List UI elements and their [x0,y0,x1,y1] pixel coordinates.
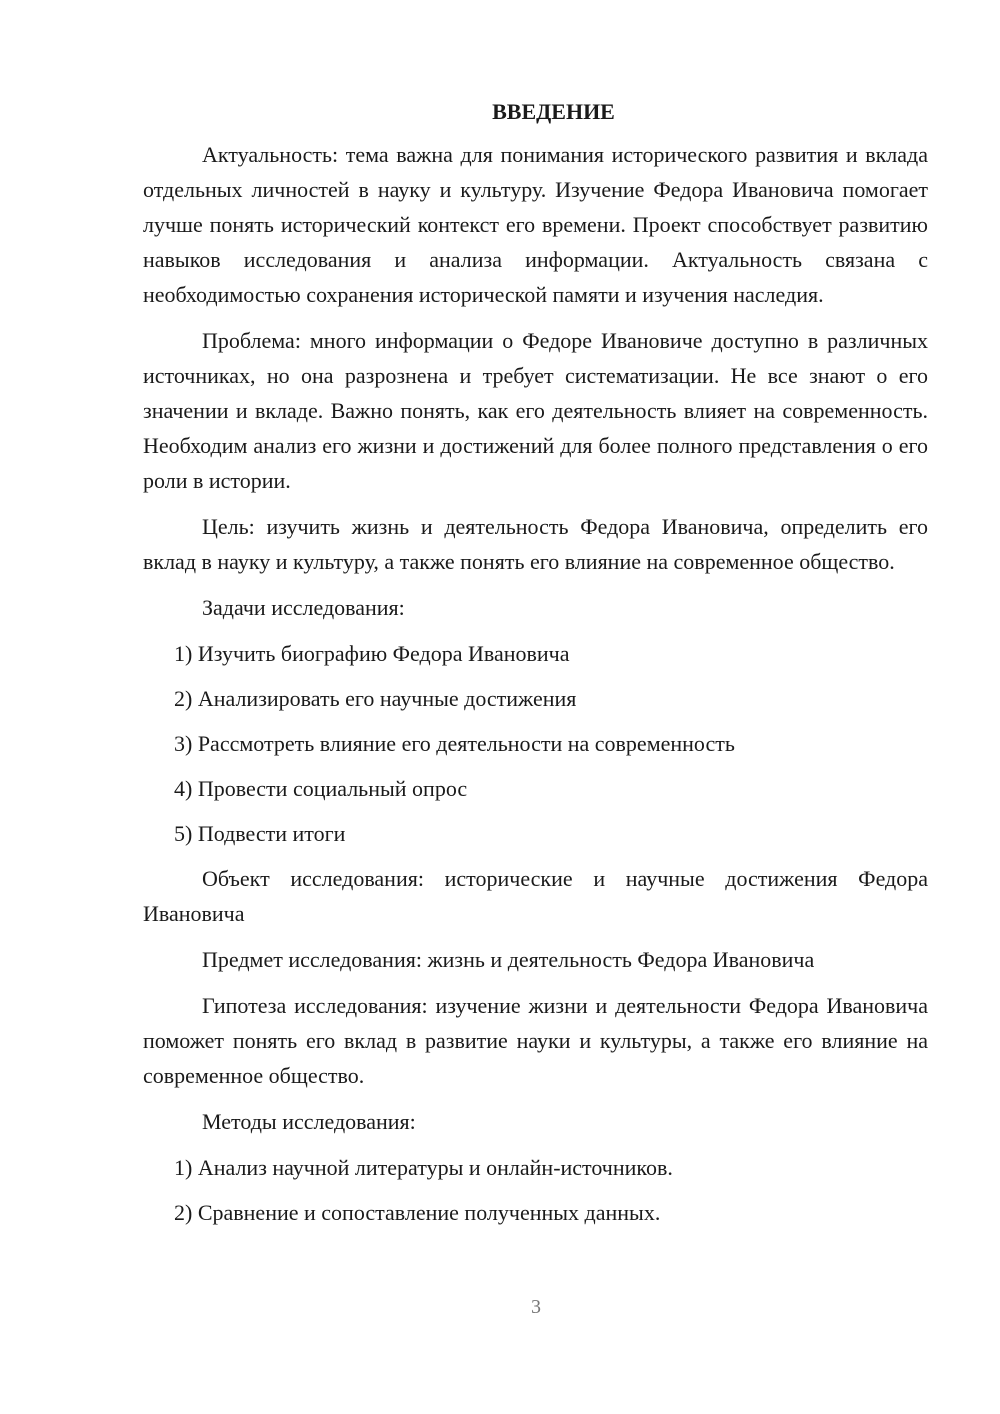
method-item-1: 1) Анализ научной литературы и онлайн-источников. [174,1155,673,1180]
problem-paragraph: Проблема: много информации о Федоре Ивановиче доступно в различных источниках, но она разрознена и требует систематизации. Не все знают о его значении и вкладе. Важно понять, как его деятельность влияет на современность. Необходим анализ его жизни и достижений для более полного представления о его роли в истории. [143,328,928,493]
task-item-1: 1) Изучить биографию Федора Ивановича [174,641,570,666]
tasks-heading: Задачи исследования: [202,595,405,620]
method-item-2: 2) Сравнение и сопоставление полученных данных. [174,1200,661,1225]
task-item-2: 2) Анализировать его научные достижения [174,686,577,711]
object-paragraph: Объект исследования: исторические и научные достижения Федора Ивановича [143,866,928,926]
relevance-paragraph: Актуальность: тема важна для понимания исторического развития и вклада отдельных личностей в науку и культуру. Изучение Федора Ивановича помогает лучше понять исторический контекст его времени. Проект способствует развитию навыков исследования и анализа информации. Актуальность связана с необходимостью сохранения исторической памяти и изучения наследия. [143,142,928,307]
hypothesis-paragraph: Гипотеза исследования: изучение жизни и деятельности Федора Ивановича поможет понять его вклад в развитие науки и культуры, а также его влияние на современное общество. [143,993,928,1088]
methods-heading: Методы исследования: [202,1109,416,1134]
page-number: 3 [531,1296,541,1318]
task-item-5: 5) Подвести итоги [174,821,346,846]
section-title: ВВЕДЕНИЕ [492,99,615,124]
task-item-4: 4) Провести социальный опрос [174,776,468,801]
goal-paragraph: Цель: изучить жизнь и деятельность Федора Ивановича, определить его вклад в науку и культуру, а также понять его влияние на современное общество. [143,514,928,574]
subject-paragraph: Предмет исследования: жизнь и деятельность Федора Ивановича [202,947,815,972]
task-item-3: 3) Рассмотреть влияние его деятельности на современность [174,731,735,756]
